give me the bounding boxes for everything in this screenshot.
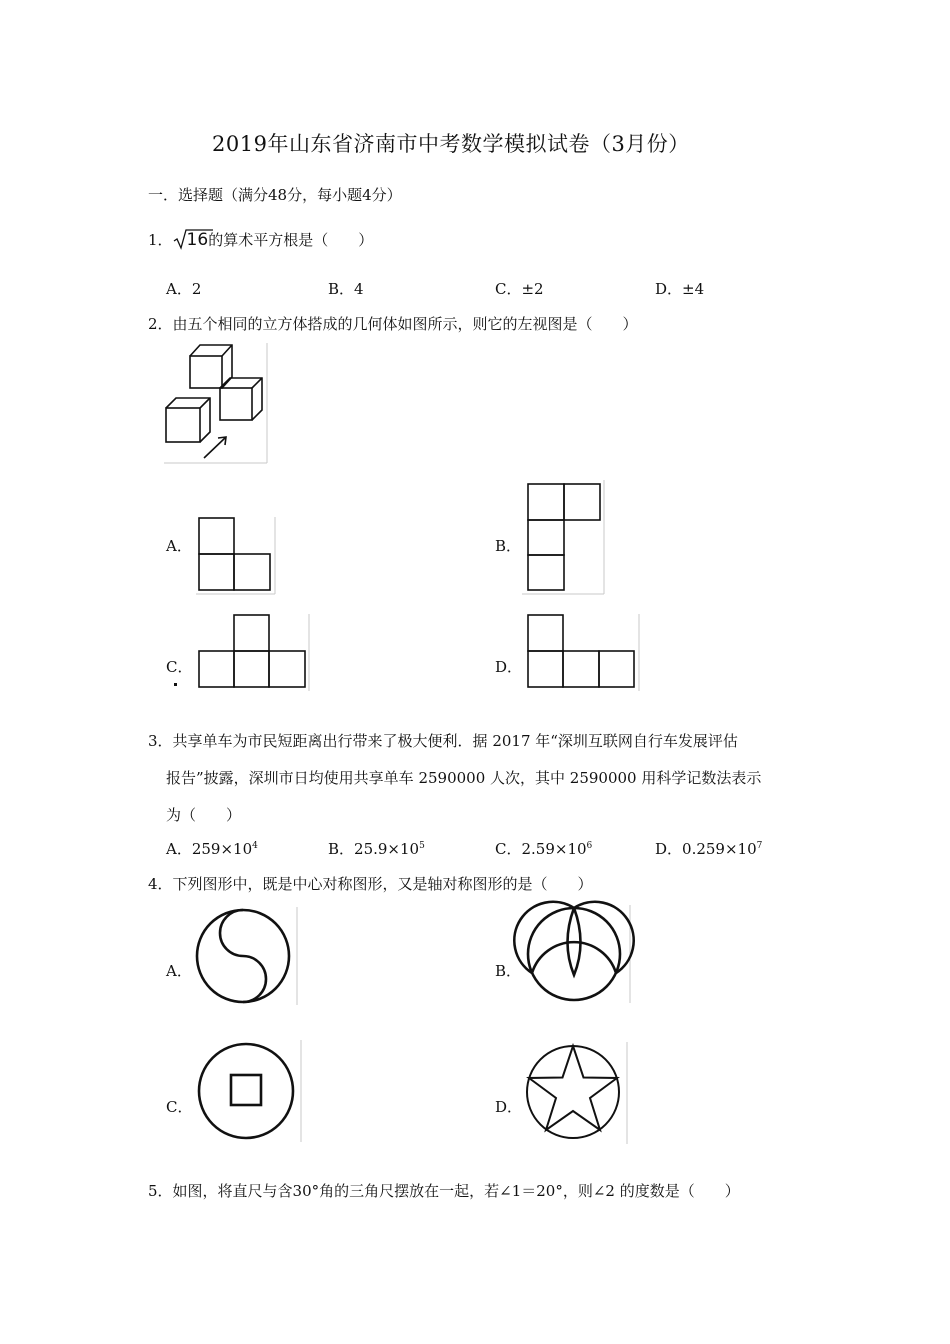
q2-option-b-figure[interactable]	[522, 478, 606, 596]
q3-option-b[interactable]	[328, 838, 425, 859]
taiji-symbol-figure[interactable]	[192, 905, 302, 1010]
option-b[interactable]: B．4	[328, 280, 364, 298]
option-label: C．	[495, 840, 522, 858]
question-3-line3: 为（ ）	[166, 806, 242, 824]
question-number: 1．	[148, 231, 173, 249]
question-1	[148, 229, 373, 250]
option-base: 0.259×10	[682, 840, 757, 858]
option-base: 2.59×10	[521, 840, 587, 858]
q2-option-a-figure[interactable]	[196, 515, 278, 595]
q2-option-d-label[interactable]: D．	[495, 658, 523, 676]
option-c[interactable]: C．±2	[495, 280, 544, 298]
q3-option-c[interactable]	[495, 838, 592, 859]
q4-option-b-label[interactable]: B．	[495, 962, 522, 980]
coin-figure[interactable]	[194, 1038, 304, 1144]
q4-option-c-label[interactable]: C．	[166, 1098, 193, 1116]
radicand: 16	[186, 230, 209, 250]
cube-solid-figure	[160, 340, 272, 465]
option-base: 259×10	[191, 840, 253, 858]
question-3-line1: 3．共享单车为市民短距离出行带来了极大便利．据 2017 年“深圳互联网自行车发展评估	[148, 732, 738, 750]
q3-option-d[interactable]	[655, 838, 762, 859]
page-title: 2019年山东省济南市中考数学模拟试卷（3月份）	[212, 132, 690, 156]
star-in-circle-figure[interactable]	[521, 1040, 631, 1146]
question-5-stem: 5．如图，将直尺与含30°角的三角尺摆放在一起，若∠1＝20°，则∠2 的度数是（ ）	[148, 1182, 740, 1200]
three-arc-circle-figure[interactable]	[521, 903, 633, 1005]
option-label: A．	[166, 840, 192, 858]
question-3-line2: 报告”披露，深圳市日均使用共享单车 2590000 人次，其中 2590000 用科学记数法表示	[166, 769, 762, 787]
option-d[interactable]: D．±4	[655, 280, 705, 298]
question-2-stem: 2．由五个相同的立方体搭成的几何体如图所示，则它的左视图是（ ）	[148, 315, 638, 333]
q2-option-c-figure[interactable]	[196, 612, 312, 692]
question-stem: 的算术平方根是（ ）	[208, 231, 374, 249]
option-exponent: 4	[252, 841, 258, 851]
q2-option-c-label[interactable]: C．	[166, 658, 193, 676]
option-label: D．	[655, 840, 683, 858]
option-exponent: 7	[756, 841, 763, 851]
option-a[interactable]: A．2	[166, 280, 202, 298]
option-exponent: 5	[419, 841, 425, 851]
option-label: B．	[328, 840, 355, 858]
q2-option-d-figure[interactable]	[524, 612, 642, 692]
sqrt-expression	[173, 230, 209, 250]
q4-option-d-label[interactable]: D．	[495, 1098, 523, 1116]
option-exponent: 6	[586, 841, 593, 851]
section-heading: 一．选择题（满分48分，每小题4分）	[148, 186, 402, 204]
question-4-stem: 4．下列图形中，既是中心对称图形，又是轴对称图形的是（ ）	[148, 875, 593, 893]
stray-dot	[174, 683, 177, 686]
q2-option-a-label[interactable]: A．	[166, 537, 192, 555]
q2-option-b-label[interactable]: B．	[495, 537, 522, 555]
q3-option-a[interactable]	[166, 838, 258, 859]
option-base: 25.9×10	[354, 840, 420, 858]
q4-option-a-label[interactable]: A．	[166, 962, 192, 980]
radical-sign-icon	[173, 228, 213, 252]
